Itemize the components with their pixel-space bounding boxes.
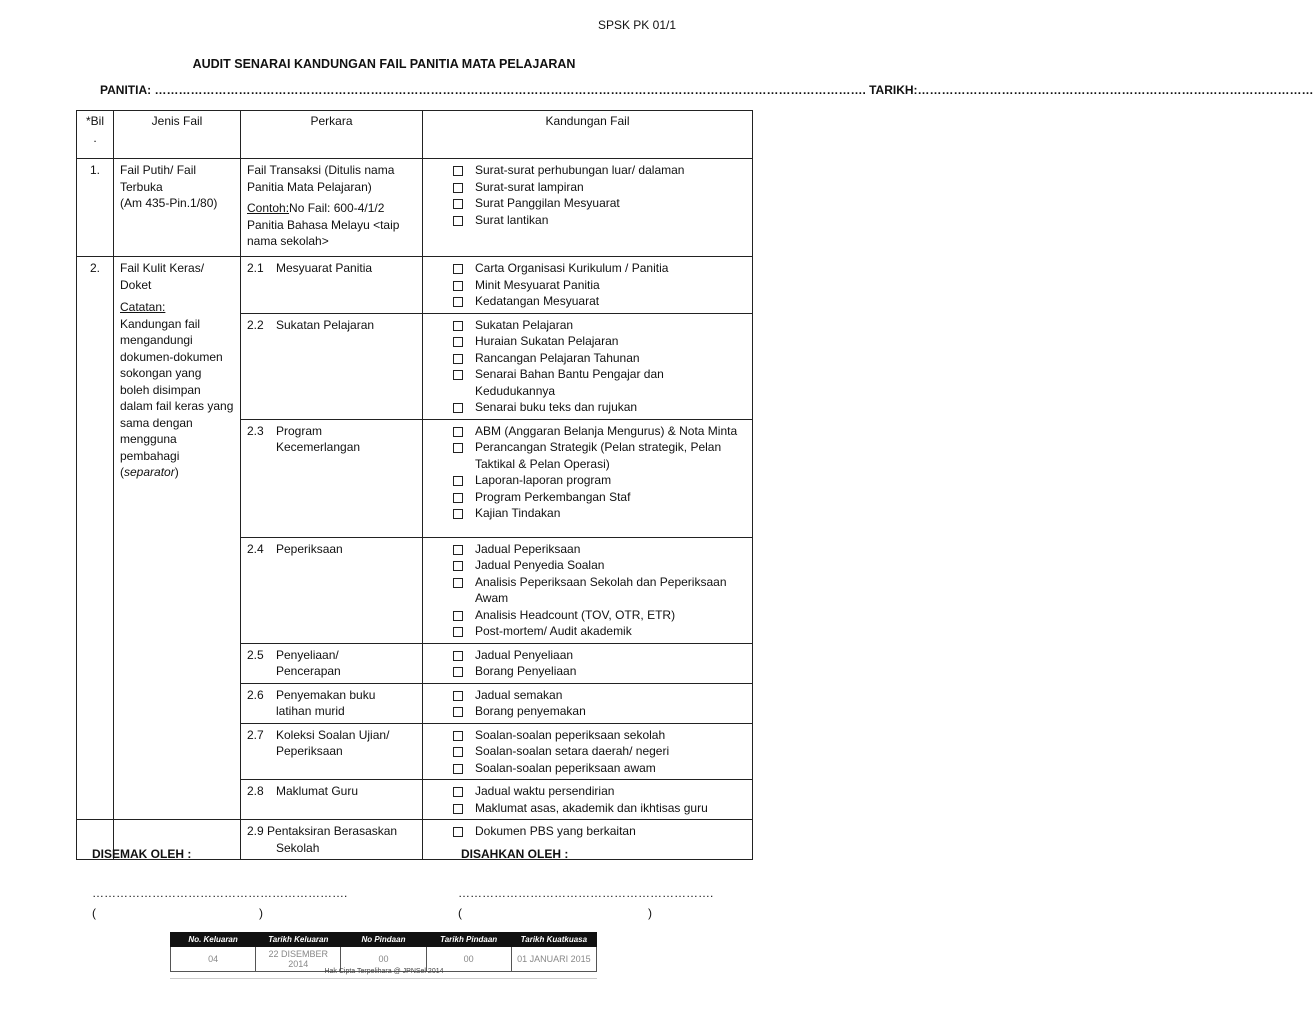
kandungan-2-2 — [423, 313, 753, 419]
row2-bil: 2. — [77, 257, 114, 820]
perkara-2-4: 2.4 Peperiksaan — [241, 537, 423, 643]
list-item: Senarai Bahan Bantu Pengajar dan Kedudukannya — [451, 366, 746, 399]
list-item: Jadual waktu persendirian — [451, 783, 746, 800]
header-kandungan-fail: Kandungan Fail — [423, 111, 753, 159]
checkbox-icon[interactable] — [453, 337, 463, 347]
checkbox-icon[interactable] — [453, 667, 463, 677]
disahkan-paren-close: ) — [648, 906, 652, 920]
checkbox-icon[interactable] — [453, 476, 463, 486]
perkara-2-1: 2.1 Mesyuarat Panitia — [241, 257, 423, 314]
row1-perkara — [241, 159, 423, 257]
list-item: Borang penyemakan — [451, 703, 746, 720]
list-item: Huraian Sukatan Pelajaran — [451, 333, 746, 350]
checkbox-icon[interactable] — [453, 804, 463, 814]
list-item: Jadual Penyedia Soalan — [451, 557, 746, 574]
checkbox-icon[interactable] — [453, 354, 463, 364]
rev-value: 00 — [426, 947, 511, 972]
list-item: Jadual Peperiksaan — [451, 541, 746, 558]
disemak-label: DISEMAK OLEH : — [92, 847, 192, 861]
table-row — [77, 159, 753, 257]
list-item: Analisis Headcount (TOV, OTR, ETR) — [451, 607, 746, 624]
catatan-end: ) — [174, 465, 179, 479]
list-item: Soalan-soalan setara daerah/ negeri — [451, 743, 746, 760]
checkbox-icon[interactable] — [453, 297, 463, 307]
perkara-2-3: 2.3 Program Kecemerlangan — [241, 419, 423, 537]
kandungan-2-4 — [423, 537, 753, 643]
list-item: Soalan-soalan peperiksaan awam — [451, 760, 746, 777]
list-item: Rancangan Pelajaran Tahunan — [451, 350, 746, 367]
catatan-italic: separator — [124, 465, 175, 479]
panitia-date-line: PANITIA: ……………………………………………………………………………………………………………………………………………………………. TARIKH:……………………………………………………………………………………… — [100, 83, 1314, 97]
list-item: Dokumen PBS yang berkaitan — [451, 823, 746, 840]
checkbox-icon[interactable] — [453, 611, 463, 621]
row2-jenis — [114, 257, 241, 820]
checkbox-icon[interactable] — [453, 166, 463, 176]
list-item — [451, 212, 746, 229]
list-item: Kajian Tindakan — [451, 505, 746, 522]
checkbox-icon[interactable] — [453, 493, 463, 503]
checkbox-icon[interactable] — [453, 731, 463, 741]
row1-bil: 1. — [77, 159, 114, 257]
disemak-paren-close: ) — [259, 906, 263, 920]
contoh-label: Contoh: — [247, 201, 290, 215]
list-item: Borang Penyeliaan — [451, 663, 746, 680]
checkbox-icon[interactable] — [453, 216, 463, 226]
item-label: Surat-surat lampiran — [475, 179, 584, 194]
list-item: Maklumat asas, akademik dan ikhtisas guru — [451, 800, 746, 817]
item-label: Surat lantikan — [475, 212, 549, 227]
checkbox-icon[interactable] — [453, 509, 463, 519]
catatan-block — [120, 299, 234, 481]
checkbox-icon[interactable] — [453, 443, 463, 453]
kandungan-2-1 — [423, 257, 753, 314]
header-perkara: Perkara — [241, 111, 423, 159]
document-code: SPSK PK 01/1 — [597, 18, 676, 32]
list-item: Laporan-laporan program — [451, 472, 746, 489]
checkbox-icon[interactable] — [453, 578, 463, 588]
checkbox-icon[interactable] — [453, 264, 463, 274]
perkara-2-7: 2.7 Koleksi Soalan Ujian/ Peperiksaan — [241, 723, 423, 780]
list-item: Post-mortem/ Audit akademik — [451, 623, 746, 640]
revision-table — [170, 932, 597, 972]
item-label: Surat-surat perhubungan luar/ dalaman — [475, 163, 685, 177]
disemak-signature-line[interactable]: ………………………………………………………. — [92, 886, 348, 900]
document-title: AUDIT SENARAI KANDUNGAN FAIL PANITIA MATA PELAJARAN — [192, 57, 576, 71]
row1-jenis-ref: (Am 435-Pin.1/80) — [120, 196, 218, 210]
checkbox-icon[interactable] — [453, 427, 463, 437]
perkara-2-2: 2.2 Sukatan Pelajaran — [241, 313, 423, 419]
list-item: Perancangan Strategik (Pelan strategik, Pelan Taktikal & Pelan Operasi) — [451, 439, 746, 472]
row2-jenis-text: Fail Kulit Keras/ Doket — [120, 261, 205, 292]
rev-value: 01 JANUARI 2015 — [511, 947, 596, 972]
rev-value: 04 — [171, 947, 256, 972]
list-item — [451, 195, 746, 212]
kandungan-2-7 — [423, 723, 753, 780]
row1-jenis-text: Fail Putih/ Fail Terbuka — [120, 163, 197, 194]
list-item: ABM (Anggaran Belanja Mengurus) & Nota Minta — [451, 423, 746, 440]
checkbox-icon[interactable] — [453, 787, 463, 797]
list-item — [451, 179, 746, 196]
kandungan-2-3 — [423, 419, 753, 537]
rev-header: Tarikh Keluaran — [256, 933, 341, 947]
revision-header-row — [171, 933, 597, 947]
kandungan-2-5 — [423, 643, 753, 683]
rev-value: 22 DISEMBER 2014 — [256, 947, 341, 972]
row1-perkara-text: Fail Transaksi (Ditulis nama Panitia Mata Pelajaran) — [247, 163, 395, 194]
disahkan-label: DISAHKAN OLEH : — [461, 847, 569, 861]
rev-header: No Pindaan — [341, 933, 426, 947]
rev-header: No. Keluaran — [171, 933, 256, 947]
header-jenis-fail: Jenis Fail — [114, 111, 241, 159]
item-label: Surat Panggilan Mesyuarat — [475, 196, 620, 210]
perkara-2-5: 2.5 Penyeliaan/ Pencerapan — [241, 643, 423, 683]
list-item: Program Perkembangan Staf — [451, 489, 746, 506]
row1-kandungan — [423, 159, 753, 257]
list-item: Jadual semakan — [451, 687, 746, 704]
rev-header: Tarikh Pindaan — [426, 933, 511, 947]
rev-header: Tarikh Kuatkuasa — [511, 933, 596, 947]
list-item: Senarai buku teks dan rujukan — [451, 399, 746, 416]
header-bil: *Bil . — [77, 111, 114, 159]
perkara-2-8: 2.8 Maklumat Guru — [241, 780, 423, 820]
file-contents-table — [76, 110, 753, 860]
disahkan-signature-line[interactable]: ………………………………………………………. — [458, 886, 714, 900]
checkbox-icon[interactable] — [453, 403, 463, 413]
list-item: Analisis Peperiksaan Sekolah dan Peperiksaan Awam — [451, 574, 746, 607]
perkara-2-9: 2.9 Pentaksiran Berasaskan Sekolah — [241, 820, 423, 860]
list-item: Jadual Penyeliaan — [451, 647, 746, 664]
checkbox-icon[interactable] — [453, 627, 463, 637]
list-item: Carta Organisasi Kurikulum / Panitia — [451, 260, 746, 277]
checkbox-icon[interactable] — [453, 651, 463, 661]
checkbox-icon[interactable] — [453, 561, 463, 571]
disahkan-paren-open: ( — [458, 906, 462, 920]
table-header-row — [77, 111, 753, 159]
checkbox-icon[interactable] — [453, 707, 463, 717]
list-item: Sukatan Pelajaran — [451, 317, 746, 334]
checkbox-icon[interactable] — [453, 199, 463, 209]
list-item: Soalan-soalan peperiksaan sekolah — [451, 727, 746, 744]
row1-contoh — [247, 200, 416, 250]
catatan-label: Catatan: — [120, 300, 166, 314]
checkbox-icon[interactable] — [453, 183, 463, 193]
list-item — [451, 162, 746, 179]
disemak-paren-open: ( — [92, 906, 96, 920]
copyright-text: Hak Cipta Terpelihara @ JPNSel 2014 — [324, 968, 444, 975]
checkbox-icon[interactable] — [453, 370, 463, 380]
checkbox-icon[interactable] — [453, 747, 463, 757]
checkbox-icon[interactable] — [453, 321, 463, 331]
list-item: Minit Mesyuarat Panitia — [451, 277, 746, 294]
list-item: Kedatangan Mesyuarat — [451, 293, 746, 310]
contoh-text: No Fail: 600-4/1/2 Panitia Bahasa Melayu <taip nama sekolah> — [247, 201, 400, 248]
kandungan-2-8 — [423, 780, 753, 820]
checkbox-icon[interactable] — [453, 764, 463, 774]
checkbox-icon[interactable] — [453, 827, 463, 837]
kandungan-2-6 — [423, 683, 753, 723]
rev-value: 00 — [341, 947, 426, 972]
table-row — [77, 257, 753, 314]
catatan-text: Kandungan fail mengandungi dokumen-dokumen sokongan yang boleh disimpan dalam fail keras yang sama dengan mengguna pembahagi ( — [120, 316, 234, 479]
footer-divider — [170, 978, 597, 979]
checkbox-icon[interactable] — [453, 281, 463, 291]
perkara-2-6: 2.6 Penyemakan buku latihan murid — [241, 683, 423, 723]
row1-jenis — [114, 159, 241, 257]
checkbox-icon[interactable] — [453, 691, 463, 701]
checkbox-icon[interactable] — [453, 545, 463, 555]
